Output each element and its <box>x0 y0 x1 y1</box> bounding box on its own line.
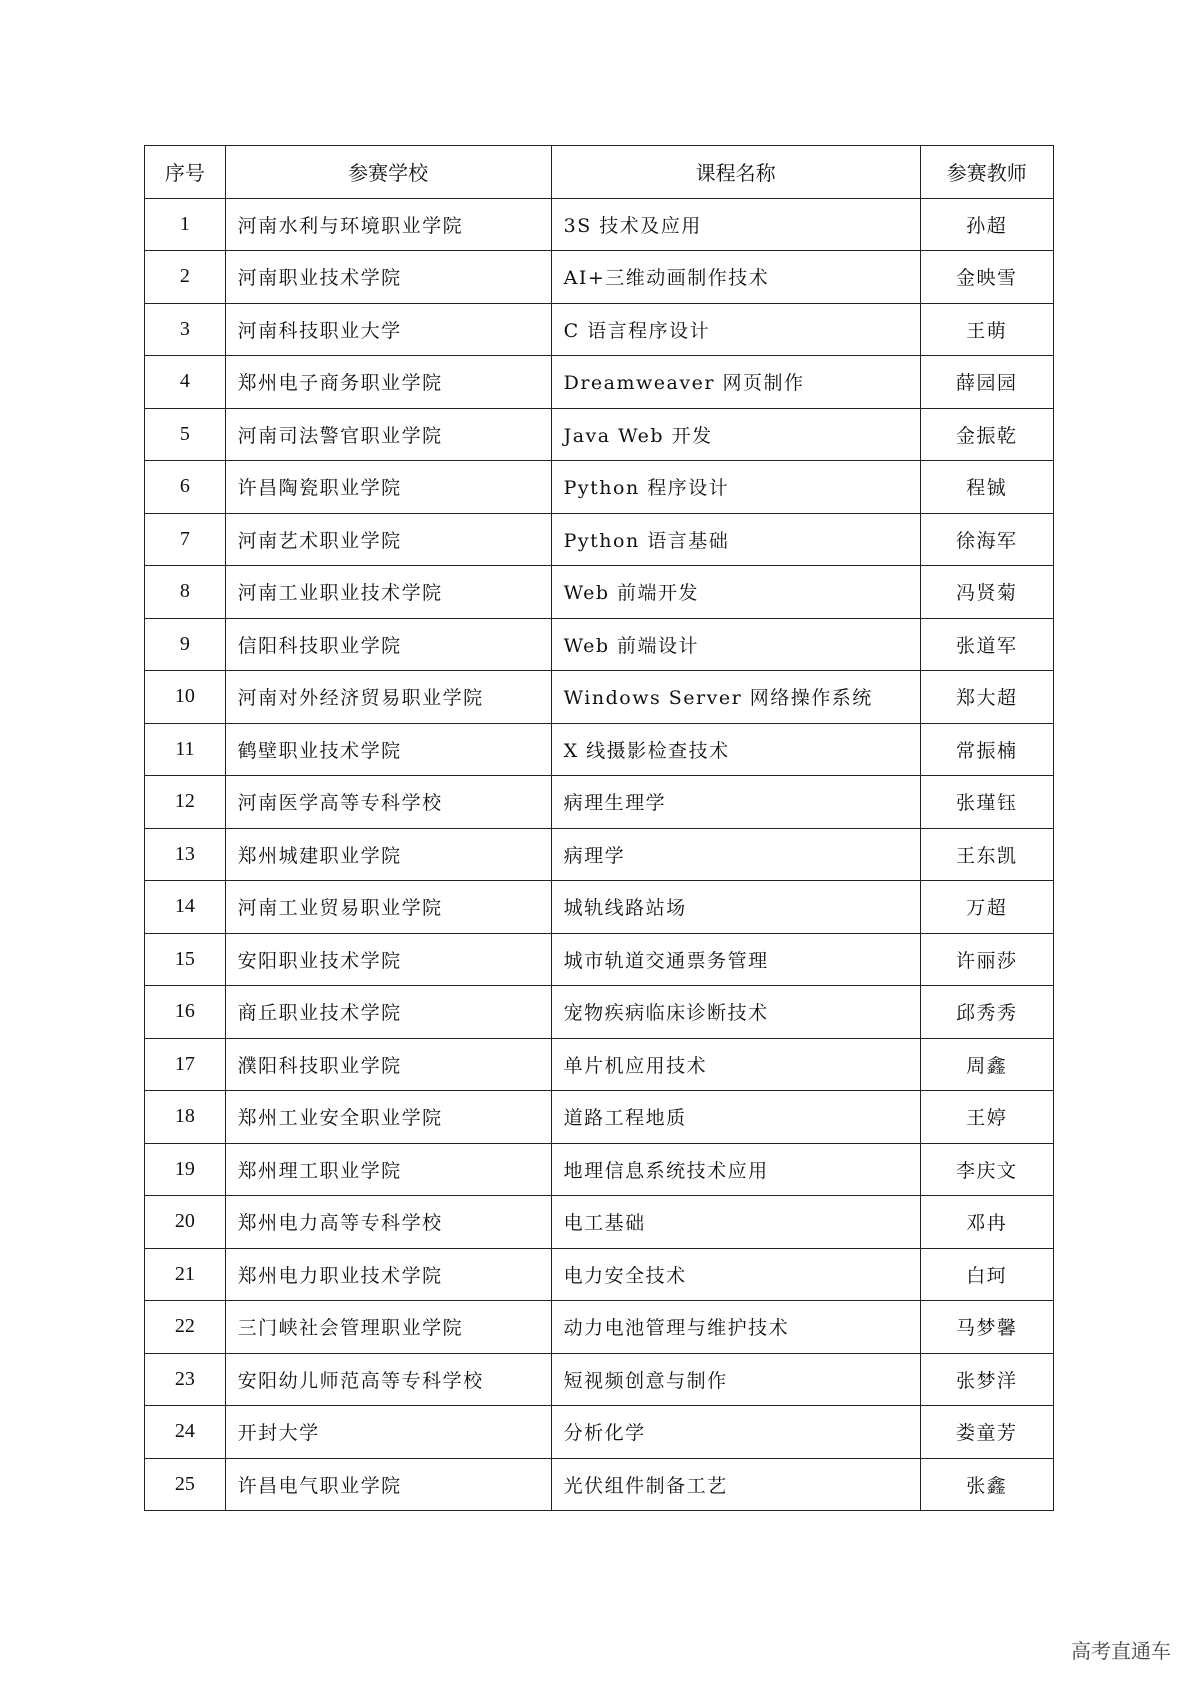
competition-table <box>144 145 1054 1511</box>
table-row <box>145 251 1054 304</box>
teacher-name: 白珂 <box>920 1248 1053 1301</box>
school-name: 河南艺术职业学院 <box>225 513 551 566</box>
row-index: 17 <box>145 1038 226 1091</box>
course-name: Web 前端开发 <box>551 566 920 619</box>
table-row <box>145 618 1054 671</box>
course-name: Windows Server 网络操作系统 <box>551 671 920 724</box>
row-index: 11 <box>145 723 226 776</box>
table-row <box>145 986 1054 1039</box>
row-index: 3 <box>145 303 226 356</box>
row-index: 10 <box>145 671 226 724</box>
row-index: 18 <box>145 1091 226 1144</box>
school-name: 商丘职业技术学院 <box>225 986 551 1039</box>
course-name: 电工基础 <box>551 1196 920 1249</box>
teacher-name: 王东凯 <box>920 828 1053 881</box>
course-name: C 语言程序设计 <box>551 303 920 356</box>
table-row <box>145 198 1054 251</box>
table-row <box>145 1406 1054 1459</box>
table-row <box>145 671 1054 724</box>
table-row <box>145 1143 1054 1196</box>
table-body <box>145 198 1054 1511</box>
school-name: 郑州理工职业学院 <box>225 1143 551 1196</box>
table-row <box>145 881 1054 934</box>
table-row <box>145 1248 1054 1301</box>
table-row <box>145 356 1054 409</box>
teacher-name: 周鑫 <box>920 1038 1053 1091</box>
teacher-name: 王萌 <box>920 303 1053 356</box>
course-name: 分析化学 <box>551 1406 920 1459</box>
school-name: 河南医学高等专科学校 <box>225 776 551 829</box>
teacher-name: 邱秀秀 <box>920 986 1053 1039</box>
table-row <box>145 1301 1054 1354</box>
row-index: 8 <box>145 566 226 619</box>
table-header-row <box>145 146 1054 199</box>
row-index: 14 <box>145 881 226 934</box>
school-name: 河南职业技术学院 <box>225 251 551 304</box>
row-index: 4 <box>145 356 226 409</box>
teacher-name: 薛园园 <box>920 356 1053 409</box>
row-index: 9 <box>145 618 226 671</box>
course-name: 城轨线路站场 <box>551 881 920 934</box>
teacher-name: 徐海军 <box>920 513 1053 566</box>
row-index: 20 <box>145 1196 226 1249</box>
row-index: 19 <box>145 1143 226 1196</box>
school-name: 开封大学 <box>225 1406 551 1459</box>
table-row <box>145 1091 1054 1144</box>
watermark-text: 高考直通车 <box>1071 1639 1171 1663</box>
table-row <box>145 408 1054 461</box>
teacher-name: 张瑾钰 <box>920 776 1053 829</box>
teacher-name: 程铖 <box>920 461 1053 514</box>
school-name: 三门峡社会管理职业学院 <box>225 1301 551 1354</box>
row-index: 22 <box>145 1301 226 1354</box>
teacher-name: 金映雪 <box>920 251 1053 304</box>
course-name: 光伏组件制备工艺 <box>551 1458 920 1511</box>
header-index: 序号 <box>145 146 226 199</box>
school-name: 河南司法警官职业学院 <box>225 408 551 461</box>
course-name: Dreamweaver 网页制作 <box>551 356 920 409</box>
teacher-name: 张鑫 <box>920 1458 1053 1511</box>
course-name: 病理学 <box>551 828 920 881</box>
row-index: 12 <box>145 776 226 829</box>
table-row <box>145 1038 1054 1091</box>
header-teacher: 参赛教师 <box>920 146 1053 199</box>
row-index: 1 <box>145 198 226 251</box>
teacher-name: 娄童芳 <box>920 1406 1053 1459</box>
teacher-name: 马梦馨 <box>920 1301 1053 1354</box>
teacher-name: 常振楠 <box>920 723 1053 776</box>
course-name: 城市轨道交通票务管理 <box>551 933 920 986</box>
school-name: 濮阳科技职业学院 <box>225 1038 551 1091</box>
course-name: 动力电池管理与维护技术 <box>551 1301 920 1354</box>
school-name: 郑州工业安全职业学院 <box>225 1091 551 1144</box>
row-index: 21 <box>145 1248 226 1301</box>
row-index: 25 <box>145 1458 226 1511</box>
teacher-name: 张梦洋 <box>920 1353 1053 1406</box>
row-index: 7 <box>145 513 226 566</box>
row-index: 2 <box>145 251 226 304</box>
teacher-name: 邓冉 <box>920 1196 1053 1249</box>
school-name: 河南工业贸易职业学院 <box>225 881 551 934</box>
school-name: 河南水利与环境职业学院 <box>225 198 551 251</box>
table-row <box>145 723 1054 776</box>
row-index: 13 <box>145 828 226 881</box>
row-index: 24 <box>145 1406 226 1459</box>
teacher-name: 许丽莎 <box>920 933 1053 986</box>
school-name: 鹤壁职业技术学院 <box>225 723 551 776</box>
teacher-name: 冯贤菊 <box>920 566 1053 619</box>
table-row <box>145 828 1054 881</box>
school-name: 河南科技职业大学 <box>225 303 551 356</box>
course-name: 病理生理学 <box>551 776 920 829</box>
course-name: Python 语言基础 <box>551 513 920 566</box>
table-row <box>145 933 1054 986</box>
table-row <box>145 513 1054 566</box>
table-row <box>145 1458 1054 1511</box>
school-name: 许昌电气职业学院 <box>225 1458 551 1511</box>
course-name: 道路工程地质 <box>551 1091 920 1144</box>
table-row <box>145 461 1054 514</box>
course-name: AI+三维动画制作技术 <box>551 251 920 304</box>
teacher-name: 王婷 <box>920 1091 1053 1144</box>
school-name: 安阳职业技术学院 <box>225 933 551 986</box>
teacher-name: 孙超 <box>920 198 1053 251</box>
school-name: 河南对外经济贸易职业学院 <box>225 671 551 724</box>
teacher-name: 万超 <box>920 881 1053 934</box>
school-name: 许昌陶瓷职业学院 <box>225 461 551 514</box>
course-name: X 线摄影检查技术 <box>551 723 920 776</box>
row-index: 23 <box>145 1353 226 1406</box>
course-name: 宠物疾病临床诊断技术 <box>551 986 920 1039</box>
course-name: 电力安全技术 <box>551 1248 920 1301</box>
header-course: 课程名称 <box>551 146 920 199</box>
teacher-name: 金振乾 <box>920 408 1053 461</box>
row-index: 6 <box>145 461 226 514</box>
table-row <box>145 1196 1054 1249</box>
course-name: 单片机应用技术 <box>551 1038 920 1091</box>
school-name: 河南工业职业技术学院 <box>225 566 551 619</box>
school-name: 安阳幼儿师范高等专科学校 <box>225 1353 551 1406</box>
course-name: Python 程序设计 <box>551 461 920 514</box>
course-name: 3S 技术及应用 <box>551 198 920 251</box>
school-name: 郑州城建职业学院 <box>225 828 551 881</box>
school-name: 郑州电力高等专科学校 <box>225 1196 551 1249</box>
teacher-name: 张道军 <box>920 618 1053 671</box>
school-name: 郑州电力职业技术学院 <box>225 1248 551 1301</box>
course-name: Java Web 开发 <box>551 408 920 461</box>
table-row <box>145 1353 1054 1406</box>
school-name: 郑州电子商务职业学院 <box>225 356 551 409</box>
header-school: 参赛学校 <box>225 146 551 199</box>
table-row <box>145 303 1054 356</box>
table-row <box>145 776 1054 829</box>
course-name: Web 前端设计 <box>551 618 920 671</box>
teacher-name: 郑大超 <box>920 671 1053 724</box>
course-name: 短视频创意与制作 <box>551 1353 920 1406</box>
row-index: 5 <box>145 408 226 461</box>
table-row <box>145 566 1054 619</box>
row-index: 15 <box>145 933 226 986</box>
course-name: 地理信息系统技术应用 <box>551 1143 920 1196</box>
school-name: 信阳科技职业学院 <box>225 618 551 671</box>
row-index: 16 <box>145 986 226 1039</box>
teacher-name: 李庆文 <box>920 1143 1053 1196</box>
